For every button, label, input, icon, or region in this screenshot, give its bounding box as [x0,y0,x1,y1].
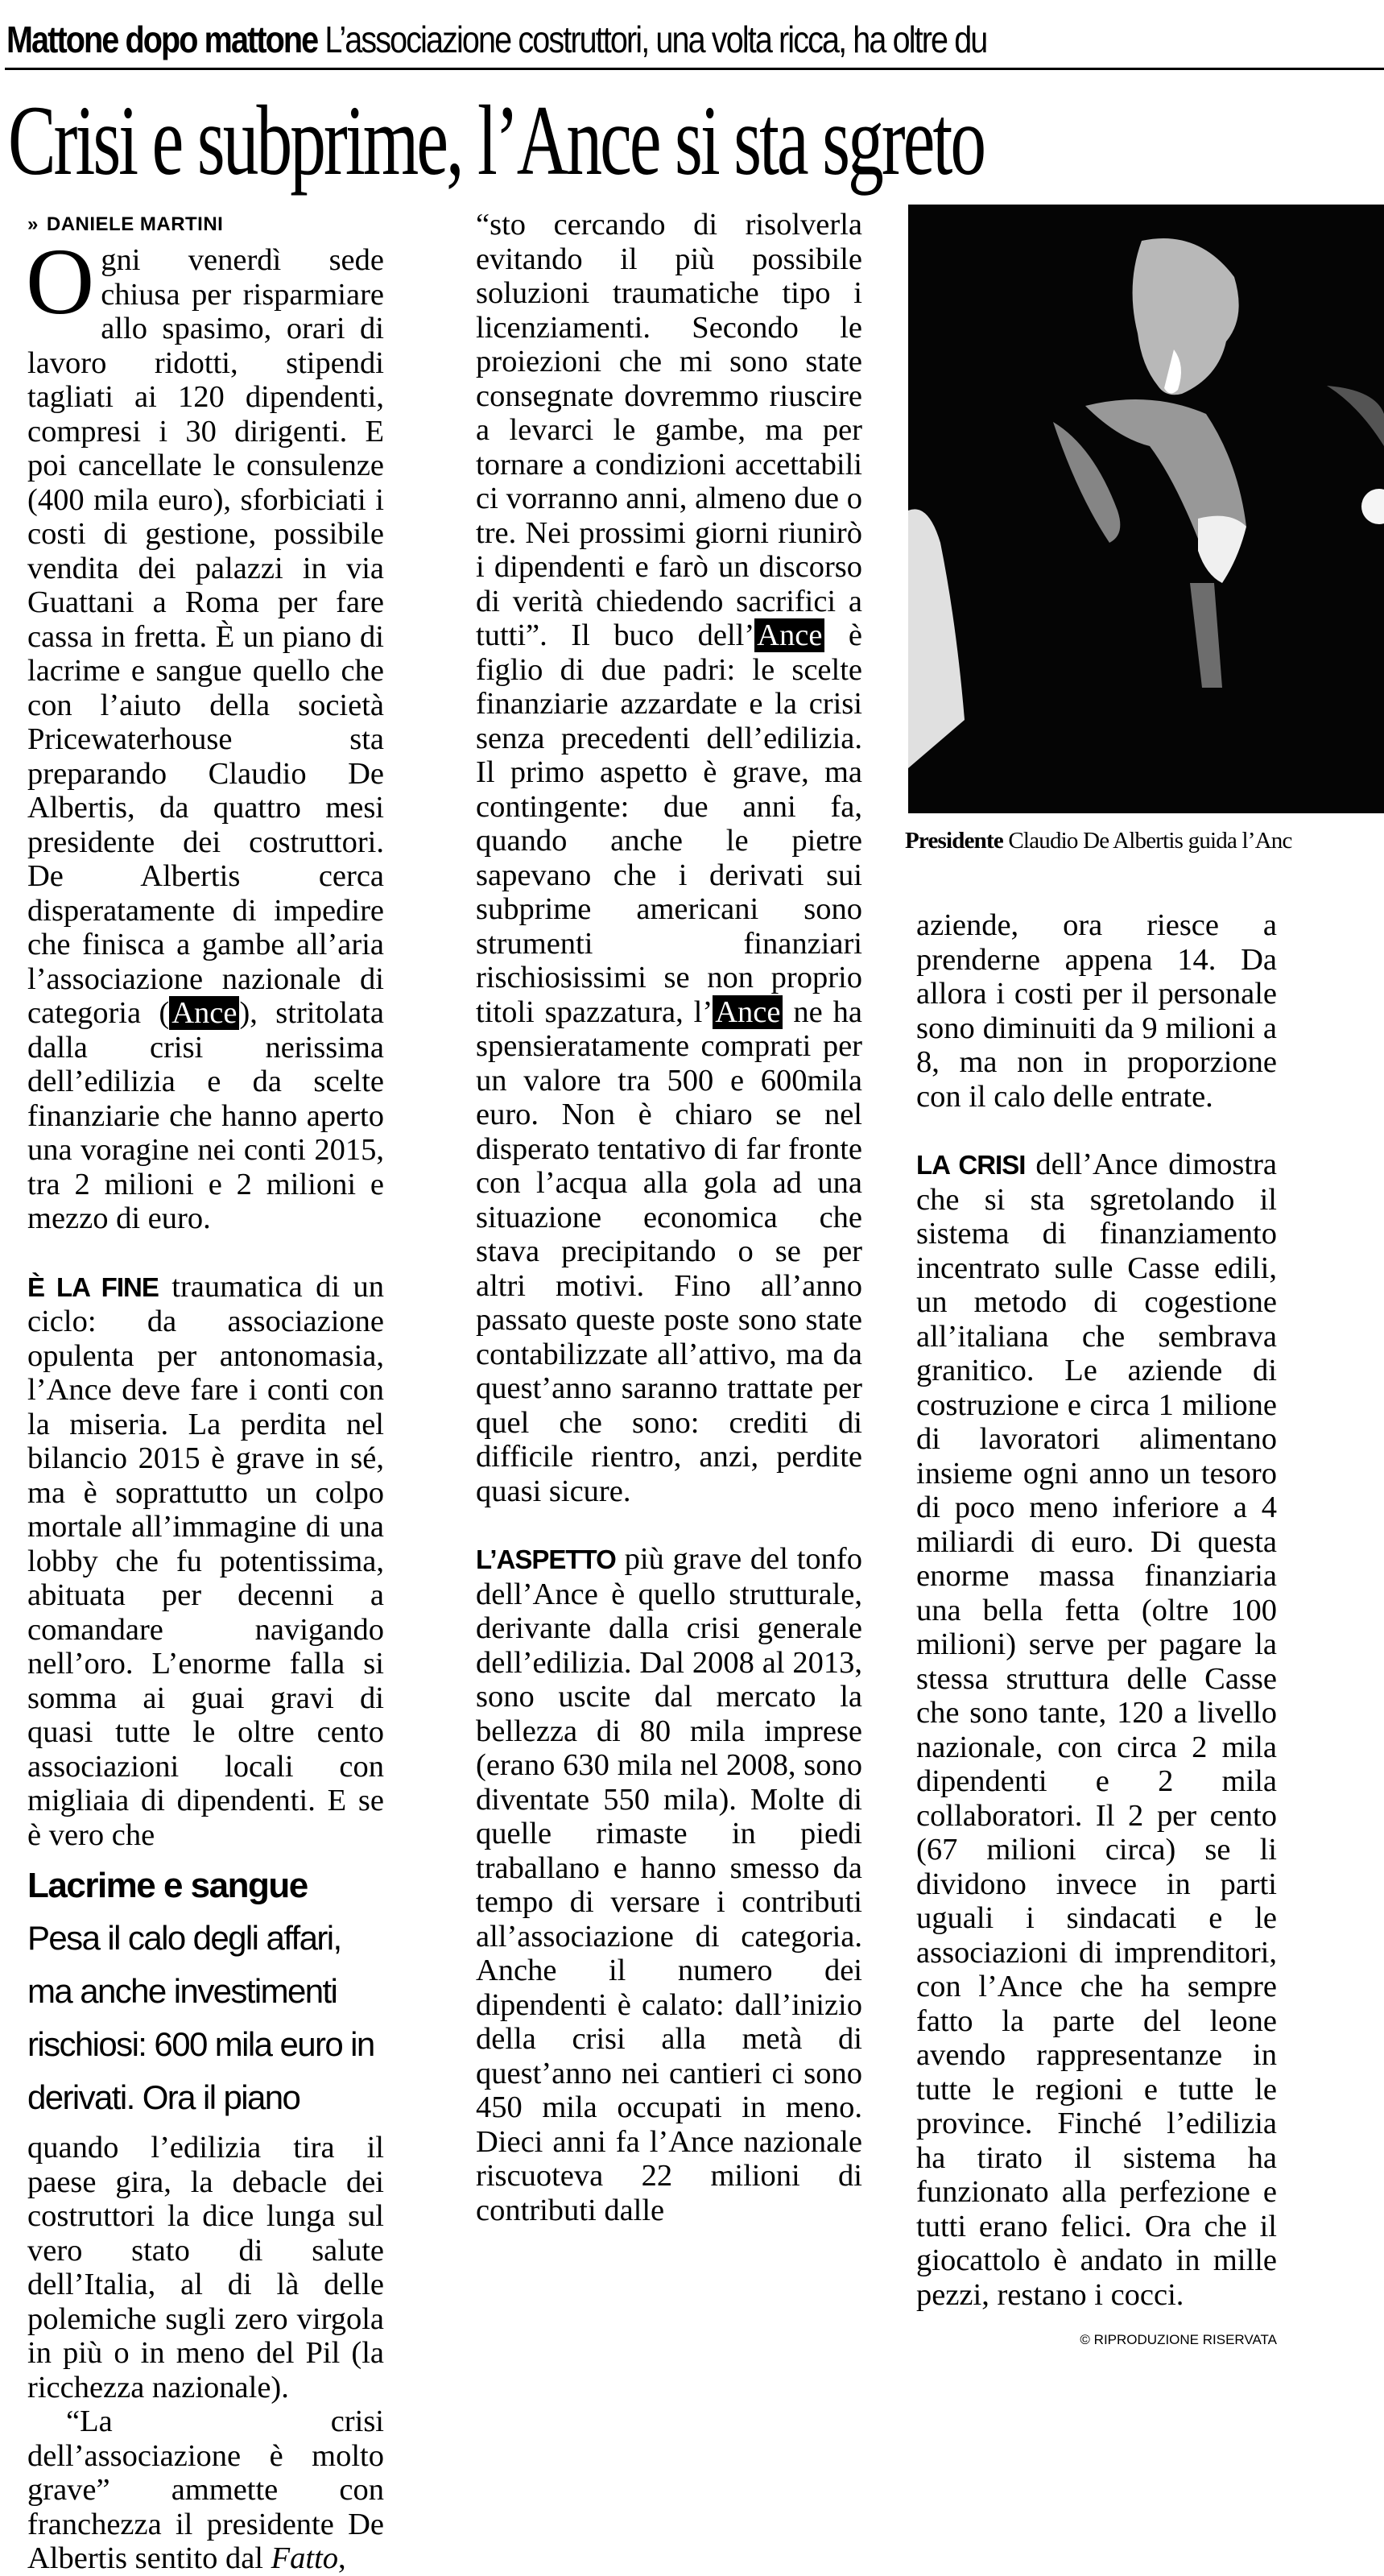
paragraph-text: è figlio di due padri: le scelte finanziarie azzardate e la crisi senza precedenti dell’edilizia. Il primo aspetto è grave, ma contingente: due anni fa, quando anche le pietre sapevano che i derivati sui subprime americani sono strumenti finanziari rischiosissimi se non proprio titoli spazzatura, l’ [476,618,862,1029]
headline: Crisi e subprime, l’Ance si sta sgreto [8,85,985,196]
paragraph-la-crisi [916,1147,1277,2312]
article-column-3 [916,908,1277,2358]
article-column-2 [476,208,862,2227]
paragraph-text: ), stritolata dalla crisi nerissima dell’edilizia e da scelte finanziarie che hanno aperto una voragine nei conti 2015, tra 2 milioni e 2 milioni e mezzo di euro. [27,996,384,1235]
paragraph-quote [27,2404,384,2576]
copyright-notice: © RIPRODUZIONE RISERVATA [1080,2332,1277,2347]
paragraph-text: aziende, ora riesce a prenderne appena 14. Da allora i costi per il personale sono diminuiti da 9 milioni a 8, ma non in proporzione con il calo delle entrate. [916,908,1277,1114]
newspaper-name: Fatto [271,2541,339,2575]
paragraph-text: “La crisi dell’associazione è molto grave” ammette con franchezza il presidente De Albertis sentito dal [27,2404,384,2575]
paragraph-text: traumatica di un ciclo: da associazione opulenta per antonomasia, l’Ance deve fare i conti con la miseria. La perdita nel bilancio 2015 è grave in sé, ma è soprattutto un colpo mortale all’immagine di una lobby che fu potentissima, abituata per decenni a comandare navigando nell’oro. L’enorme falla si somma ai guai gravi di quasi tutte le oltre cento associazioni locali con migliaia di dipendenti. E se è vero che [27,1269,385,1852]
article-column-1 [27,213,384,2576]
caption-text: Claudio De Albertis guida l’Anc [1008,828,1292,854]
paragraph-text: dell’Ance dimostra che si sta sgretolando il sistema di finanziamento incentrato sulle Casse edili, un metodo di cogestione all’italiana che sembrava granitico. Le aziende di costruzione e circa 1 milione di lavoratori alimentano insieme ogni anno un tesoro di poco meno inferiore a 4 miliardi di euro. Di questa enorme massa finanziaria una bella fetta (oltre 100 milioni) serve per pagare la stessa struttura delle Casse che sono tante, 120 a livello nazionale, con circa 2 mila dipendenti e 2 mila collaboratori. Il 2 per cento (67 milioni circa) se li dividono invece in parti uguali i sindacati e le associazioni di imprenditori, con l’Ance che ha sempre fatto la parte del leone avendo rappresentanze in tutte le regioni e tutte le province. Finché l’edilizia ha tirato il sistema ha funzionato alla perfezione e tutti erano felici. Ora che il giocattolo è andato in mille pezzi, restano i cocci. [916,1147,1277,2312]
paragraph-quote-continued [476,208,862,1508]
lead-in: L’ASPETTO [476,1544,616,1574]
paragraph-text: ne ha spensieratamente comprati per un valore tra 500 e 600mila euro. Non è chiaro se nel disperato tentativo di far fronte con l’acqua alla gola ad una situazione economica che stava precipitando o se per altri motivi. Fino all’anno passato queste poste sono state contabilizzate all’attivo, ma da quest’anno saranno trattate per quel che sono: crediti di difficile rientro, anzi, perdite quasi sicure. [476,994,862,1508]
lead-in: È LA FINE [27,1271,159,1302]
kicker-label: Mattone dopo mattone [6,19,318,60]
photo-caption [905,826,1384,855]
byline-author: DANIELE MARTINI [46,213,224,235]
subhead-summary: Pesa il calo degli affari, ma anche investimenti rischiosi: 600 mila euro in derivati. Ora il piano [27,1919,374,2116]
caption-label: Presidente [905,828,1003,854]
dropcap: O [26,229,95,334]
highlight-ance: Ance [713,995,783,1029]
punctuation: , [338,2541,346,2575]
photo-president [908,205,1384,813]
lead-in: LA CRISI [916,1150,1026,1180]
kicker-text: L’associazione costruttori, una volta ricca, ha oltre du [324,19,987,60]
kicker-line [6,14,1191,64]
paragraph-text: gni venerdì sede chiusa per risparmiare allo spasimo, orari di lavoro ridotti, stipendi tagliati ai 120 dipendenti, compresi i 30 dirigenti. E poi cancellate le consulenze (400 mila euro), sforbiciati i costi di gestione, possibile vendita dei palazzi in via Guattani a Roma per fare cassa in fretta. È un piano di lacrime e sangue quello che con l’aiuto della società Pricewaterhouse sta preparando Claudio De Albertis, da quattro mesi presidente dei costruttori. De Albertis cerca disperatamente di impedire che finisca a gambe all’aria l’associazione nazionale di categoria ( [27,243,384,1030]
highlight-ance: Ance [169,996,239,1030]
paragraph-text: “sto cercando di risolverla evitando il più possibile soluzioni traumatiche tipo i licenziamenti. Secondo le proiezioni che mi sono state consegnate dovremmo riuscire a levarci le gambe, ma per tornare a condizioni accettabili ci vorranno anni, almeno due o tre. Nei prossimi giorni riunirò i dipendenti e farò un discorso di verità chiedendo sacrifici a tutti”. Il buco dell’ [476,208,862,652]
paragraph-text: quando l’edilizia tira il paese gira, la debacle dei costruttori la dice lunga sul vero stato di salute dell’Italia, al di là delle polemiche sugli zero virgola in più o in meno del Pil (la ricchezza nazionale). [27,2131,384,2404]
kicker-divider [5,68,1384,70]
subhead-title: Lacrime e sangue [27,1866,308,1905]
paragraph-l-aspetto [476,1542,862,2227]
byline-marker-icon: » [27,213,39,235]
paragraph-text: più grave del tonfo dell’Ance è quello strutturale, derivante dalla crisi generale dell’edilizia. Dal 2008 al 2013, sono uscite dal mercato la bellezza di 80 mila imprese (erano 630 mila nel 2008, sono diventate 550 mila). Molte di quelle rimaste in piedi traballano e hanno smesso da tempo di versare i contributi all’associazione di categoria. Anche il numero dei dipendenti è calato: dall’inizio della crisi alla metà di quest’anno nei cantieri ci sono 450 mila occupati in meno. Dieci anni fa l’Ance nazionale riscuoteva 22 milioni di contributi dalle [476,1542,862,2227]
byline [27,213,384,237]
paragraph-opening [26,229,384,1236]
portrait-image [908,205,1384,813]
highlight-ance: Ance [754,618,824,652]
paragraph-e-la-fine [27,1270,384,1853]
